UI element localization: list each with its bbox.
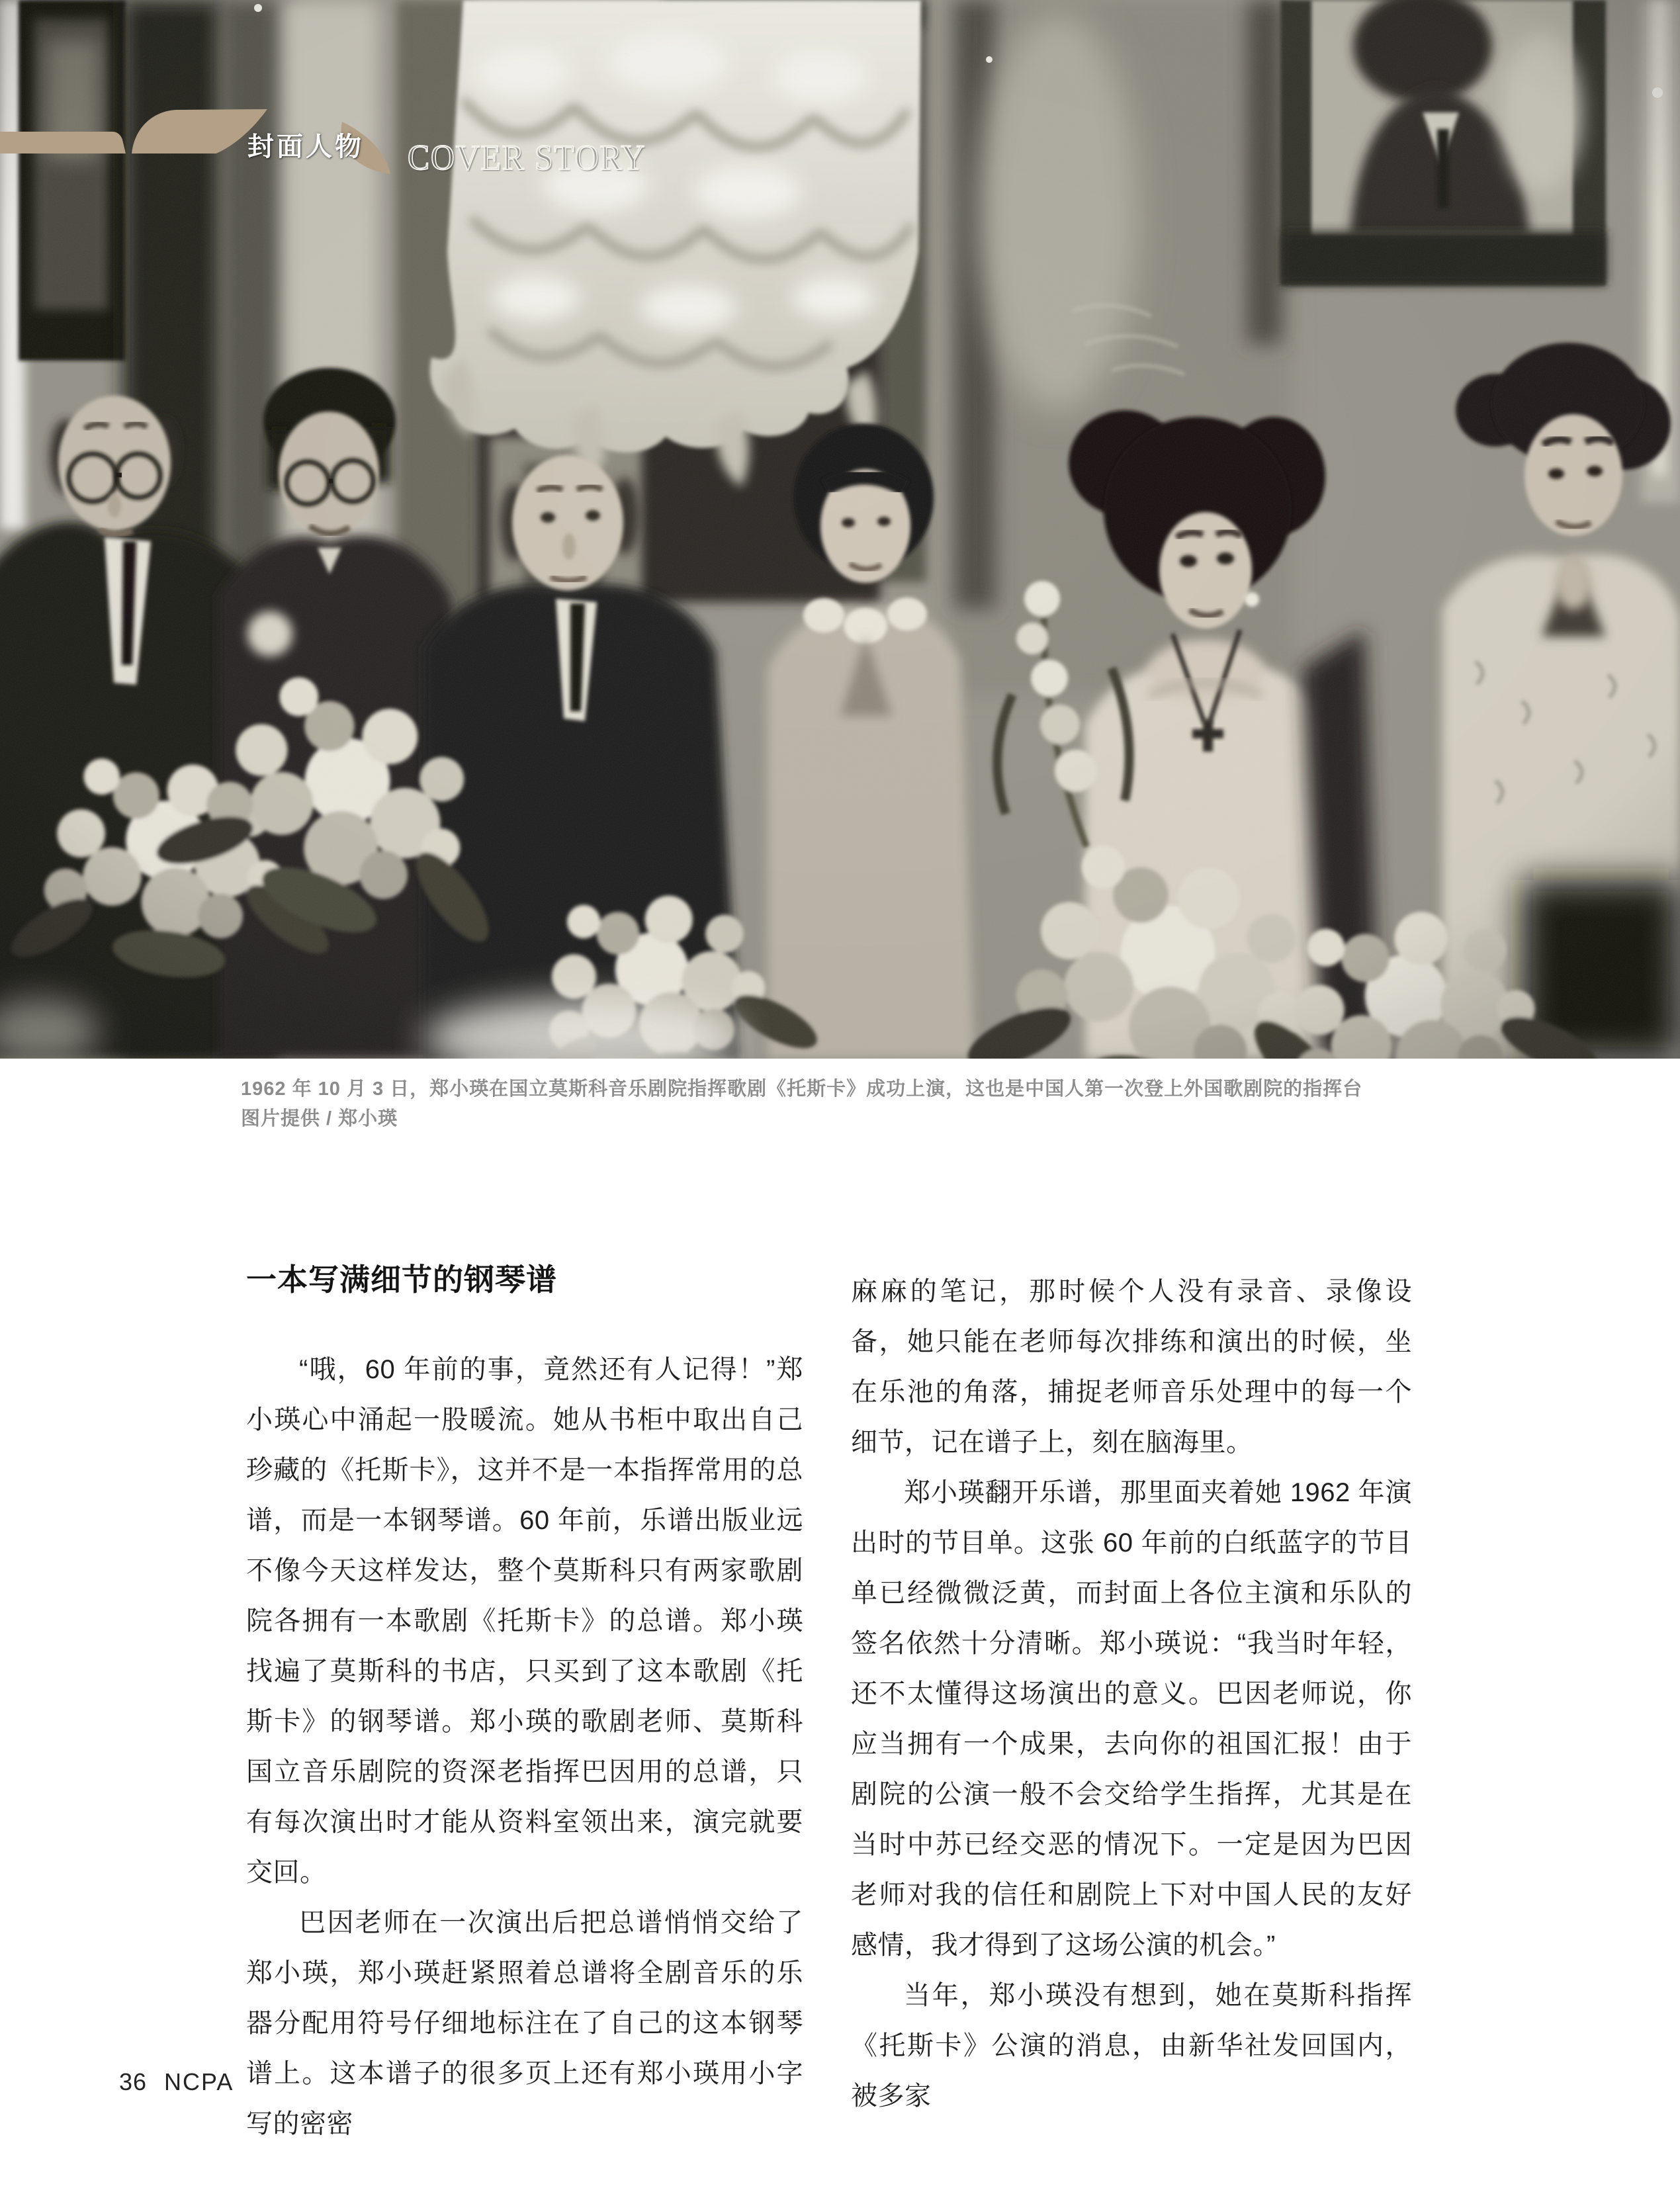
- article-heading: 一本写满细节的钢琴谱: [246, 1262, 557, 1297]
- page-footer: [119, 2068, 234, 2096]
- paragraph: 当年，郑小瑛没有想到，她在莫斯科指挥《托斯卡》公演的消息，由新华社发回国内，被多家: [851, 1981, 1412, 2111]
- article-column-right: [851, 1266, 1412, 2121]
- paragraph: 麻麻的笔记，那时候个人没有录音、录像设备，她只能在老师每次排练和演出的时候，坐在乐池的角落，捕捉老师音乐处理中的每一个细节，记在谱子上，刻在脑海里。: [851, 1277, 1412, 1457]
- article-column-left: [246, 1258, 803, 2149]
- paragraph: “哦，60 年前的事，竟然还有人记得！”郑小瑛心中涌起一股暖流。她从书柜中取出自己珍藏的《托斯卡》，这并不是一本指挥常用的总谱，而是一本钢琴谱。60 年前，乐谱出版业远不像今天这样发达，整个莫斯科只有两家歌剧院各拥有一本歌剧《托斯卡》的总谱。郑小瑛找遍了莫斯科的书店，只买到了这本歌剧《托斯卡》的钢琴谱。郑小瑛的歌剧老师、莫斯科国立音乐剧院的资深老指挥巴因用的总谱，只有每次演出时才能从资料室领出来，演完就要交回。: [246, 1355, 803, 1887]
- page-number: 36: [119, 2068, 148, 2095]
- photo-caption: [241, 1074, 1425, 1134]
- paragraph: 巴因老师在一次演出后把总谱悄悄交给了郑小瑛，郑小瑛赶紧照着总谱将全剧音乐的乐器分配用符号仔细地标注在了自己的这本钢琴谱上。这本谱子的很多页上还有郑小瑛用小字写的密密: [246, 1908, 803, 2138]
- brand-ncpa: NCPA: [164, 2068, 234, 2095]
- header-accent-bar: [0, 132, 126, 153]
- section-title-english: COVER STORY: [408, 138, 646, 177]
- photo-caption-credit: 图片提供 / 郑小瑛: [241, 1108, 398, 1129]
- paragraph: 郑小瑛翻开乐谱，那里面夹着她 1962 年演出时的节目单。这张 60 年前的白纸蓝字的节目单已经微微泛黄，而封面上各位主演和乐队的签名依然十分清晰。郑小瑛说：“我当时年轻，还不太懂得这场演出的意义。巴因老师说，你应当拥有一个成果，去向你的祖国汇报！由于剧院的公演一般不会交给学生指挥，尤其是在当时中苏已经交恶的情况下。一定是因为巴因老师对我的信任和剧院上下对中国人民的友好感情，我才得到了这场公演的机会。”: [851, 1478, 1412, 1960]
- section-title-chinese: 封面人物: [247, 132, 364, 161]
- photo-caption-line1: 1962 年 10 月 3 日，郑小瑛在国立莫斯科音乐剧院指挥歌剧《托斯卡》成功上演，这也是中国人第一次登上外国歌剧院的指挥台: [241, 1078, 1363, 1100]
